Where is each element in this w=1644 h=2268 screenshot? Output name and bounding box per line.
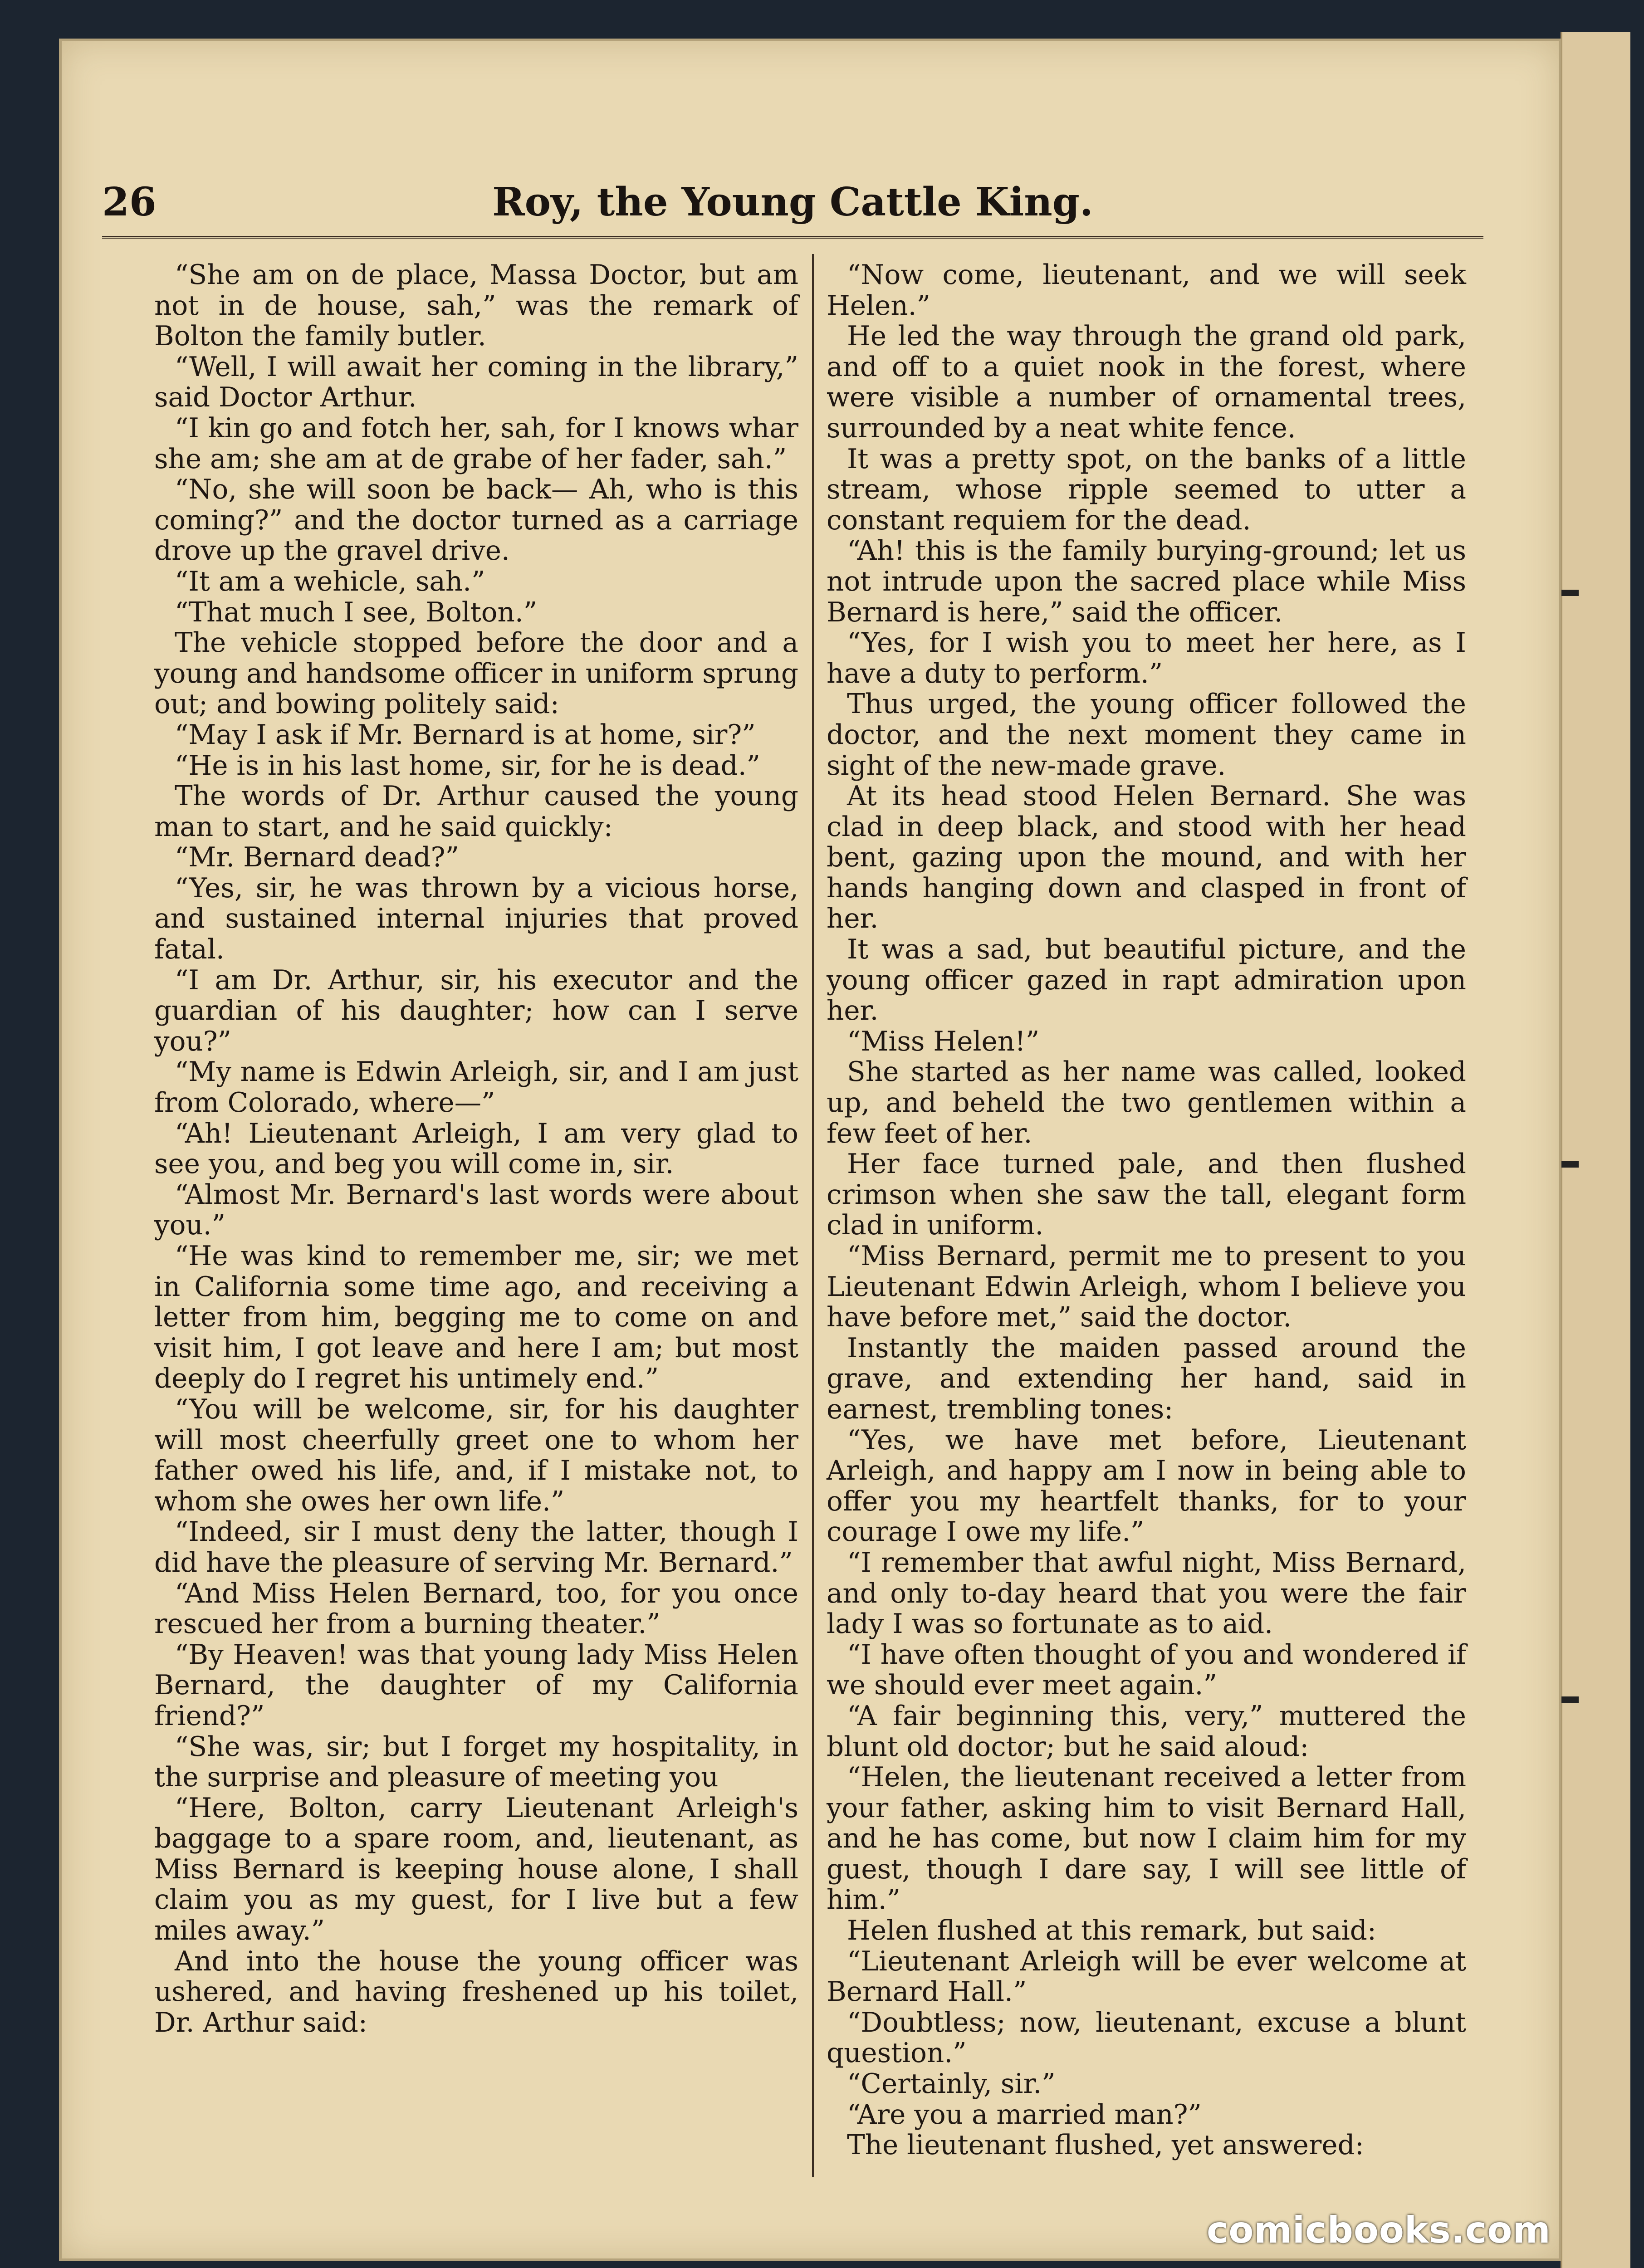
paragraph: It was a sad, but beautiful picture, and the young officer gazed in rapt admiration upon her. xyxy=(827,934,1466,1027)
paragraph: It was a pretty spot, on the banks of a little stream, whose ripple seemed to utter a constant requiem for the dead. xyxy=(827,443,1466,536)
paragraph: “Almost Mr. Bernard's last words were about you.” xyxy=(154,1179,798,1242)
watermark: comicbooks.com xyxy=(1207,2209,1551,2251)
page-edge-notch xyxy=(1561,1161,1579,1168)
paragraph: “He is in his last home, sir, for he is dead.” xyxy=(175,750,761,782)
paragraph: “It am a wehicle, sah.” xyxy=(175,566,485,597)
paragraph: Helen flushed at this remark, but said: xyxy=(847,1915,1376,1947)
paragraph: “I kin go and fotch her, sah, for I knows whar she am; she am at de grabe of her fader, sah.” xyxy=(154,412,798,475)
paragraph: “That much I see, Bolton.” xyxy=(175,596,538,628)
paragraph: “Miss Helen!” xyxy=(847,1026,1040,1057)
paragraph: And into the house the young officer was ushered, and having freshened up his toilet, Dr. Arthur said: xyxy=(154,1945,798,2038)
paragraph: The words of Dr. Arthur caused the young man to start, and he said quickly: xyxy=(154,781,798,843)
paragraph: “Indeed, sir I must deny the latter, though I did have the pleasure of serving Mr. Bernard.” xyxy=(154,1516,798,1579)
paragraph: “And Miss Helen Bernard, too, for you once rescued her from a burning theater.” xyxy=(154,1578,798,1640)
page-edge-notch xyxy=(1561,1696,1579,1703)
paragraph: “Well, I will await her coming in the library,” said Doctor Arthur. xyxy=(154,351,798,414)
column-divider xyxy=(812,254,814,2177)
paragraph: She started as her name was called, looked up, and beheld the two gentlemen within a few feet of her. xyxy=(827,1056,1466,1149)
paragraph: “She was, sir; but I forget my hospitality, in the surprise and pleasure of meeting you xyxy=(154,1731,798,1794)
paragraph: “I remember that awful night, Miss Bernard, and only to-day heard that you were the fair lady I was so fortunate as to aid. xyxy=(827,1547,1466,1640)
paragraph: Her face turned pale, and then flushed crimson when she saw the tall, elegant form clad in uniform. xyxy=(827,1149,1466,1242)
paragraph: “Now come, lieutenant, and we will seek Helen.” xyxy=(827,259,1466,322)
page-number: 26 xyxy=(102,179,157,225)
paragraph: “A fair beginning this, very,” muttered the blunt old doctor; but he said aloud: xyxy=(827,1700,1466,1763)
paragraph: “Are you a married man?” xyxy=(847,2099,1202,2131)
right-column xyxy=(827,260,1466,2210)
paragraph: The vehicle stopped before the door and a young and handsome officer in uniform sprung out; and bowing politely said: xyxy=(154,627,798,720)
paragraph: “You will be welcome, sir, for his daughter will most cheerfully greet one to whom her father owed his life, and, if I mistake not, to whom she owes her own life.” xyxy=(154,1393,798,1517)
paragraph: “No, she will soon be back— Ah, who is this coming?” and the doctor turned as a carriage drove up the gravel drive. xyxy=(154,474,798,567)
paragraph: “Mr. Bernard dead?” xyxy=(175,842,459,874)
left-column xyxy=(154,260,798,2210)
running-title: Roy, the Young Cattle King. xyxy=(492,179,1093,225)
paragraph: Instantly the maiden passed around the grave, and extending her hand, said in earnest, trembling tones: xyxy=(827,1332,1466,1425)
paragraph: “My name is Edwin Arleigh, sir, and I am just from Colorado, where—” xyxy=(154,1056,798,1119)
paragraph: He led the way through the grand old park, and off to a quiet nook in the forest, where were visible a number of ornamental trees, surrounded by a neat white fence. xyxy=(827,321,1466,444)
paragraph: “I have often thought of you and wondered if we should ever meet again.” xyxy=(827,1639,1466,1701)
paragraph: “Yes, sir, he was thrown by a vicious horse, and sustained internal injuries that proved fatal. xyxy=(154,872,798,966)
paragraph: “She am on de place, Massa Doctor, but am not in de house, sah,” was the remark of Bolton the family butler. xyxy=(154,259,798,352)
paragraph: “Miss Bernard, permit me to present to you Lieutenant Edwin Arleigh, whom I believe you have before met,” said the doctor. xyxy=(827,1241,1466,1334)
page-header xyxy=(102,179,1483,238)
paragraph: “Doubtless; now, lieutenant, excuse a blunt question.” xyxy=(827,2007,1466,2069)
paragraph: “Lieutenant Arleigh will be ever welcome at Bernard Hall.” xyxy=(827,1945,1466,2008)
paragraph: “Ah! Lieutenant Arleigh, I am very glad to see you, and beg you will come in, sir. xyxy=(154,1118,798,1180)
paragraph: “Ah! this is the family burying-ground; let us not intrude upon the sacred place while Miss Bernard is here,” said the officer. xyxy=(827,535,1466,628)
page-edge-notch xyxy=(1561,590,1579,596)
header-rule xyxy=(102,236,1483,239)
paragraph: At its head stood Helen Bernard. She was clad in deep black, and stood with her head bent, gazing upon the mound, and with her hands hanging down and clasped in front of her. xyxy=(827,781,1466,935)
paragraph: “Helen, the lieutenant received a letter from your father, asking him to visit Bernard Hall, and he has come, but now I claim him for my guest, though I dare say, I will see little of him.” xyxy=(827,1762,1466,1916)
adjacent-page-edge xyxy=(1561,32,1630,2268)
paragraph: “By Heaven! was that young lady Miss Helen Bernard, the daughter of my California friend?” xyxy=(154,1639,798,1732)
paragraph: The lieutenant flushed, yet answered: xyxy=(847,2130,1364,2161)
paragraph: “May I ask if Mr. Bernard is at home, sir?” xyxy=(175,719,756,751)
paragraph: “I am Dr. Arthur, sir, his executor and the guardian of his daughter; how can I serve you?” xyxy=(154,964,798,1057)
paragraph: “Yes, we have met before, Lieutenant Arleigh, and happy am I now in being able to offer you my heartfelt thanks, for to your courage I owe my life.” xyxy=(827,1424,1466,1548)
paragraph: “Yes, for I wish you to meet her here, as I have a duty to perform.” xyxy=(827,627,1466,689)
paragraph: “He was kind to remember me, sir; we met in California some time ago, and receiving a letter from him, begging me to come on and visit him, I got leave and here I am; but most deeply do I regret his untimely end.” xyxy=(154,1241,798,1395)
paragraph: “Certainly, sir.” xyxy=(847,2068,1056,2100)
paragraph: Thus urged, the young officer followed the doctor, and the next moment they came in sight of the new-made grave. xyxy=(827,689,1466,782)
paragraph: “Here, Bolton, carry Lieutenant Arleigh's baggage to a spare room, and, lieutenant, as Miss Bernard is keeping house alone, I shall claim you as my guest, for I live but a few miles away.” xyxy=(154,1792,798,1947)
